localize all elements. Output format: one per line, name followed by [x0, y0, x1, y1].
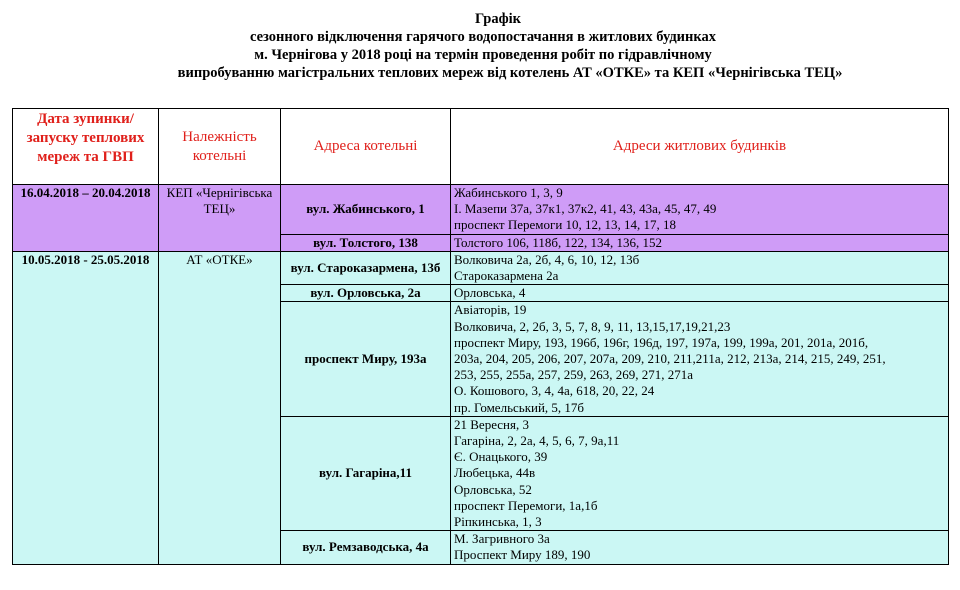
house-addresses: [451, 285, 949, 302]
house-addresses: [451, 302, 949, 416]
house-address-line: І. Мазепи 37а, 37к1, 37к2, 41, 43, 43а, 45, 47, 49: [454, 201, 717, 217]
boiler-address: проспект Миру, 193а: [281, 302, 451, 416]
house-address-line: пр. Гомельський, 5, 17б: [454, 399, 585, 415]
column-header-date: Дата зупинки/запуску теплових мереж та ГВП: [13, 109, 159, 185]
house-address-line: 253, 255, 255а, 257, 259, 263, 269, 271, 271а: [454, 367, 694, 383]
house-address-line: Проспект Миру 189, 190: [454, 547, 591, 563]
schedule-body: [13, 185, 949, 565]
table-row: [13, 251, 949, 284]
house-address-line: Жабинського 1, 3, 9: [454, 185, 563, 200]
house-addresses: [451, 416, 949, 530]
column-header-house-addresses: Адреси житлових будинків: [451, 109, 949, 185]
house-address-line: О. Кошового, 3, 4, 4а, 618, 20, 22, 24: [454, 383, 655, 399]
boiler-address: вул. Староказармена, 13б: [281, 251, 451, 284]
house-address-line: Авіаторів, 19: [454, 302, 527, 318]
house-address-line: Волковича, 2, 2б, 3, 5, 7, 8, 9, 11, 13,15,17,19,21,23: [454, 318, 731, 334]
house-address-line: Староказармена 2а: [454, 268, 559, 284]
house-address-line: Любецька, 44в: [454, 465, 536, 481]
house-addresses: [451, 234, 949, 251]
house-addresses: [451, 185, 949, 235]
house-address-line: Орловська, 4: [454, 285, 526, 301]
house-address-line: М. Загривного 3а: [454, 531, 550, 547]
boiler-owner: КЕП «Чернігівська ТЕЦ»: [159, 185, 281, 252]
house-address-line: Толстого 106, 118б, 122, 134, 136, 152: [454, 234, 662, 250]
boiler-address: вул. Ремзаводська, 4а: [281, 531, 451, 564]
heading-line-1: сезонного відключення гарячого водопостачання в житлових будинках: [249, 29, 717, 45]
house-address-line: проспект Перемоги 10, 12, 13, 14, 17, 18: [454, 217, 677, 233]
boiler-address: вул. Орловська, 2а: [281, 285, 451, 302]
house-address-line: Гагаріна, 2, 2а, 4, 5, 6, 7, 9а,11: [454, 433, 620, 449]
house-address-line: Ріпкинська, 1, 3: [454, 514, 542, 530]
boiler-address: вул. Толстого, 138: [281, 234, 451, 251]
document-heading: [0, 10, 960, 82]
document-title: Графік: [474, 11, 522, 27]
house-address-line: Волковича 2а, 2б, 4, 6, 10, 12, 13б: [454, 251, 640, 267]
house-address-line: Є. Онацького, 39: [454, 449, 548, 465]
column-header-owner: Належність котельні: [159, 109, 281, 185]
house-address-line: проспект Миру, 193, 196б, 196г, 196д, 197, 197а, 199, 199а, 201, 201а, 201б,: [454, 334, 869, 350]
house-address-line: 21 Вересня, 3: [454, 416, 529, 432]
boiler-address: вул. Гагаріна,11: [281, 416, 451, 530]
house-addresses: [451, 251, 949, 284]
stop-start-date: 10.05.2018 - 25.05.2018: [13, 251, 159, 564]
house-address-line: проспект Перемоги, 1а,1б: [454, 497, 598, 513]
schedule-table: [12, 108, 949, 565]
house-addresses: [451, 531, 949, 564]
stop-start-date: 16.04.2018 – 20.04.2018: [13, 185, 159, 252]
table-row: [13, 185, 949, 235]
boiler-address: вул. Жабинського, 1: [281, 185, 451, 235]
column-header-boiler-address: Адреса котельні: [281, 109, 451, 185]
house-address-line: 203а, 204, 205, 206, 207, 207а, 209, 210, 211,211а, 212, 213а, 214, 215, 249, 251,: [454, 351, 886, 367]
heading-line-2: м. Чернігова у 2018 році на термін проведення робіт по гідравлічному: [254, 47, 712, 63]
header-row: [13, 109, 949, 185]
house-address-line: Орловська, 52: [454, 481, 532, 497]
heading-line-3: випробуванню магістральних теплових мереж від котелень АТ «ОТКЕ» та КЕП «Чернігівська ТЕЦ»: [177, 65, 843, 81]
boiler-owner: АТ «ОТКЕ»: [159, 251, 281, 564]
